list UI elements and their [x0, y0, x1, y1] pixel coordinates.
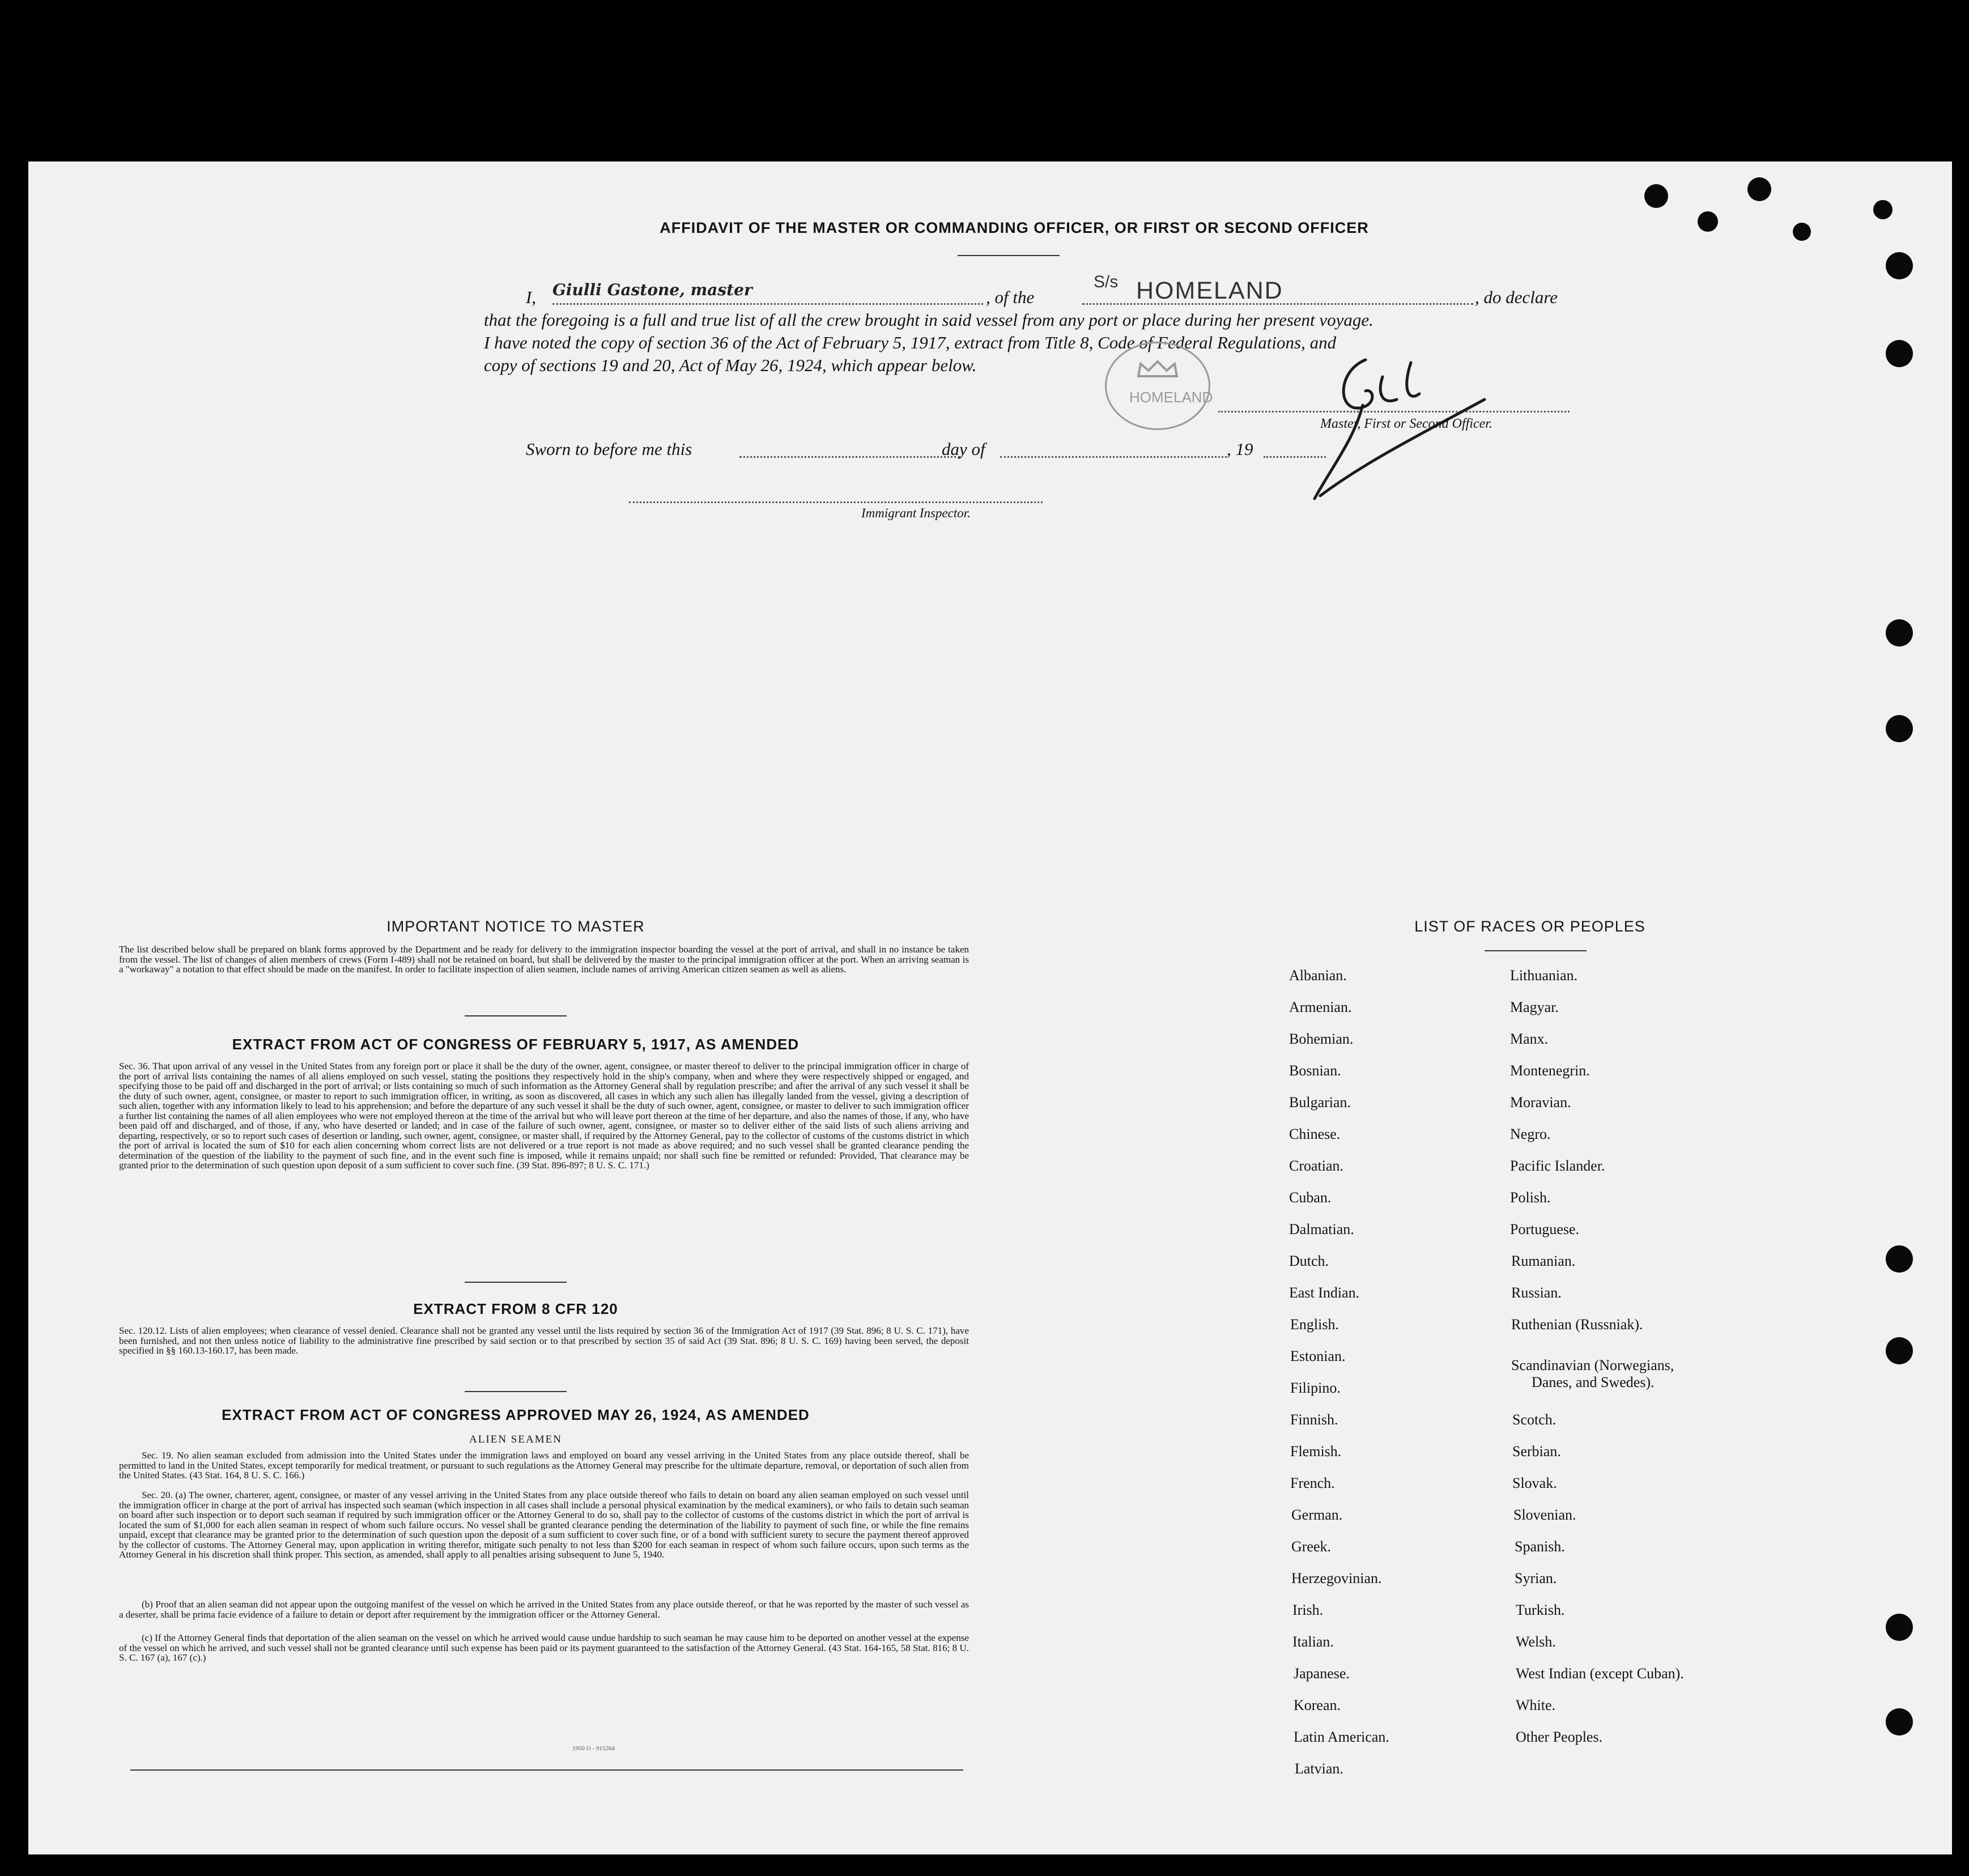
punch-hole [1644, 184, 1668, 208]
name-line [552, 303, 983, 305]
race-item: East Indian. [1289, 1284, 1360, 1301]
do-declare-label: , do declare [1475, 287, 1558, 307]
race-item: Slovenian. [1513, 1507, 1576, 1523]
crown-stamp-icon [1135, 359, 1180, 380]
extract-1924-title: EXTRACT FROM ACT OF CONGRESS APPROVED MAY 26, 1924, AS AMENDED [222, 1406, 810, 1423]
race-item: Other Peoples. [1516, 1729, 1603, 1745]
affidavit-line-3: I have noted the copy of section 36 of the Act of February 5, 1917, extract from Title 8, Code of Federal Regulations, and [484, 333, 1337, 352]
race-item: Herzegovinian. [1291, 1570, 1382, 1586]
race-item: Scandinavian (Norwegians, [1511, 1357, 1674, 1373]
stamp-vessel-name: HOMELAND [1129, 389, 1213, 406]
race-item: Rumanian. [1511, 1253, 1576, 1269]
race-item: Portuguese. [1510, 1221, 1580, 1237]
race-item: Serbian. [1512, 1443, 1561, 1460]
punch-hole [1698, 211, 1718, 232]
race-item: French. [1290, 1475, 1335, 1491]
affidavit-line-2: that the foregoing is a full and true list of all the crew brought in said vessel from any port or place during her present voyage. [484, 310, 1373, 330]
of-the-label: , of the [986, 287, 1035, 307]
punch-hole [1793, 223, 1811, 241]
punch-hole [1886, 252, 1913, 279]
race-item: Pacific Islander. [1510, 1158, 1605, 1174]
race-item: Croatian. [1289, 1158, 1344, 1174]
sworn-day-line [739, 456, 960, 458]
vessel-line [1082, 303, 1473, 305]
race-item: Magyar. [1510, 999, 1559, 1015]
race-item: Bosnian. [1289, 1062, 1341, 1079]
extract-1917-divider [465, 1282, 567, 1283]
punch-hole [1886, 1337, 1913, 1364]
race-item: White. [1516, 1697, 1556, 1713]
alien-seamen-subtitle: ALIEN SEAMEN [469, 1433, 562, 1445]
extract-1924-section-19: Sec. 19. No alien seaman excluded from admission into the United States under the immigration laws and employed on board any vessel arriving in the United States from any place outside thereof, shall be permitted to land in the United States, except temporarily for medical treatment, or pursuant to such regulations as the Attorney General may prescribe for the ultimate departure, removal, or deportation of such alien from the United States. (43 Stat. 164, 8 U. S. C. 166.) [119, 1450, 969, 1481]
extract-1924-section-20c: (c) If the Attorney General finds that deportation of the alien seaman on the vessel on which he arrived would cause undue hardship to such seaman he may cause him to be deported on another vessel at the expense of the vessel on which he arrived, and such vessel shall not be granted clearance until such expense has been paid or its payment guaranteed to the satisfaction of the Attorney General. (43 Stat. 164-165, 58 Stat. 816; 8 U. S. C. 167 (a), 167 (c).) [119, 1632, 969, 1663]
race-item: Irish. [1292, 1602, 1324, 1618]
race-item: Albanian. [1289, 967, 1347, 984]
race-item: Welsh. [1516, 1633, 1556, 1650]
race-item: Ruthenian (Russniak). [1511, 1316, 1643, 1333]
race-item: Polish. [1510, 1189, 1551, 1206]
extract-1924-section-20b: (b) Proof that an alien seaman did not appear upon the outgoing manifest of the vessel on which he arrived in the United States from any place outside thereof, or that he was reported by the master of such vessel as a deserter, shall be prima facie evidence of a failure to detain or deport after requirement by the immigration officer or the Attorney General. [119, 1599, 969, 1620]
bottom-rule [130, 1769, 963, 1771]
vessel-name: HOMELAND [1136, 277, 1283, 304]
race-item: Latin American. [1294, 1729, 1389, 1745]
race-item: Russian. [1511, 1284, 1562, 1301]
year-label: , 19 [1227, 439, 1253, 459]
extract-1917-body: Sec. 36. That upon arrival of any vessel in the United States from any foreign port or place it shall be the duty of the owner, agent, consignee, or master thereof to deliver to the principal immigration officer in charge of the port of arrival lists containing the names of all aliens employed on such vessel, stating the positions they respectively hold in the ship's company, when and where they were respectively shipped or engaged, and specifying those to be paid off and discharged in the port of arrival; or lists containing so much of such information as the Attorney General shall by regulation prescribe; and after the arrival of any such vessel it shall be the duty of such owner, agent, consignee, or master to report to such immigration officer, in writing, as soon as discovered, all cases in which any such alien has illegally landed from the vessel, giving a description of such alien, together with any information likely to lead to his apprehension; and before the departure of any such vessel it shall be the duty of such owner, agent, consignee, or master to deliver to such immigration officer a further list containing the names of all alien employees who were not employed thereon at the time of the arrival but who will leave port thereon at the time of her departure, and also the names of those, if any, who have been paid off and discharged, and of those, if any, who have deserted or landed; and in case of the failure of such owner, agent, consignee, or master so to deliver either of the said lists of such aliens arriving and departing, respectively, or so to report such cases of desertion or landing, such owner, agent, consignee, or master shall, if required by the Attorney General, pay to the collector of customs of the customs district in which the port of arrival is located the sum of $10 for each alien concerning whom correct lists are not delivered or a true report is not made as above required; and no such vessel shall be granted clearance pending the determination of the question of the liability to the payment of such fine, and in the event such fine is imposed, while it remains unpaid; nor shall such fine be remitted or refunded: Provided, That clearance may be granted prior to the determination of such question upon deposit of a sum sufficient to cover such fine. (39 Stat. 896-897; 8 U. S. C. 171.) [119, 1061, 969, 1171]
sworn-month-line [1000, 456, 1227, 458]
race-item: Negro. [1510, 1126, 1551, 1142]
race-item: Greek. [1291, 1538, 1332, 1555]
race-item: Italian. [1292, 1633, 1334, 1650]
punch-hole [1886, 1708, 1913, 1735]
race-item: Lithuanian. [1510, 967, 1578, 984]
race-item: Flemish. [1290, 1443, 1342, 1460]
punch-hole [1747, 177, 1771, 201]
race-item: Scotch. [1512, 1411, 1557, 1428]
official-ship-stamp [1105, 342, 1213, 430]
race-item: Filipino. [1290, 1380, 1341, 1396]
extract-cfr-divider [465, 1391, 567, 1392]
race-item: Spanish. [1515, 1538, 1565, 1555]
form-sheet [28, 161, 1952, 1854]
race-item: Korean. [1294, 1697, 1341, 1713]
sworn-year-line [1264, 456, 1326, 458]
handwritten-master-name: Giulli Gastone, master [552, 280, 752, 299]
race-item: English. [1290, 1316, 1339, 1333]
inspector-line [629, 501, 1043, 503]
race-item: Dalmatian. [1289, 1221, 1354, 1237]
race-item: Moravian. [1510, 1094, 1571, 1111]
sworn-label: Sworn to before me this [526, 439, 692, 459]
notice-title: IMPORTANT NOTICE TO MASTER [386, 918, 645, 935]
punch-hole [1886, 1614, 1913, 1641]
notice-divider [465, 1015, 567, 1016]
affidavit-line-4: copy of sections 19 and 20, Act of May 26, 1924, which appear below. [484, 355, 977, 375]
extract-1924-section-20a: Sec. 20. (a) The owner, charterer, agent, consignee, or master of any vessel arriving in the United States from any place outside thereof who fails to detain on board any alien seaman employed on such vessel until the immigration officer in charge at the port of arrival has inspected such seaman (which inspection in all cases shall include a personal physical examination by the medical examiners), or who fails to detain such seaman on board after such inspection or to deport such seaman if required by such immigration officer or the Attorney General to do so, shall pay to the collector of customs of the customs district in which the port of arrival is located the sum of $1,000 for each alien seaman in respect of whom such failure occurs. No vessel shall be granted clearance pending the determination of the liability to payment of such fine, or while the fine remains unpaid, except that clearance may be granted prior to the determination of such question upon the deposit of a sum sufficient to cover such fine, or of a bond with sufficient surety to secure the payment thereof approved by the collector of customs. The Attorney General may, upon application in writing therefor, mitigate such penalty to not less than $200 for each seaman in respect of whom such failure occurs, upon such terms as the Attorney General in his discretion shall think proper. This section, as amended, shall apply to all penalties arising subsequent to June 5, 1940. [119, 1490, 969, 1560]
races-divider [1485, 950, 1587, 951]
races-title: LIST OF RACES OR PEOPLES [1414, 918, 1645, 935]
extract-cfr-title: EXTRACT FROM 8 CFR 120 [413, 1300, 618, 1317]
i-label: I, [526, 287, 537, 307]
race-item: Montenegrin. [1510, 1062, 1590, 1079]
race-item: Cuban. [1289, 1189, 1332, 1206]
punch-hole [1873, 200, 1893, 219]
race-item: Latvian. [1295, 1760, 1343, 1777]
punch-hole [1886, 715, 1913, 742]
race-item: Bohemian. [1289, 1031, 1354, 1047]
print-code: 1950 O - 915264 [572, 1745, 615, 1752]
race-item: Chinese. [1289, 1126, 1341, 1142]
day-of-label: day of [942, 439, 985, 459]
extract-cfr-body: Sec. 120.12. Lists of alien employees; when clearance of vessel denied. Clearance shall not be granted any vessel until the lists required by section 36 of the Immigration Act of 1917 (39 Stat. 896; 8 U. S. C. 171), have been furnished, and not then unless notice of liability to the administrative fine prescribed by said section or to that prescribed by section 35 of said Act (39 Stat. 896; 8 U. S. C. 169) having been served, the deposit specified in §§ 160.13-160.17, has been made. [119, 1325, 969, 1356]
race-item: Armenian. [1289, 999, 1352, 1015]
race-item: Finnish. [1290, 1411, 1338, 1428]
punch-hole [1886, 619, 1913, 646]
race-item: West Indian (except Cuban). [1516, 1665, 1684, 1682]
race-item: Turkish. [1516, 1602, 1565, 1618]
race-item: Syrian. [1515, 1570, 1557, 1586]
race-item: Danes, and Swedes). [1532, 1374, 1655, 1390]
punch-hole [1886, 340, 1913, 367]
notice-body: The list described below shall be prepared on blank forms approved by the Department and be ready for delivery to the immigration inspector boarding the vessel at the port of arrival, and shall in no instance be taken from the vessel. The list of changes of alien members of crews (Form I-489) shall not be retained on board, but shall be delivered by the master to the principal immigration officer at the port. When an arriving seaman is a "workaway" a notation to that effect should be made on the manifest. In order to facilitate inspection of alien seamen, include names of arriving American citizen seamen as well as aliens. [119, 944, 969, 975]
race-item: Japanese. [1294, 1665, 1350, 1682]
race-item: Bulgarian. [1289, 1094, 1351, 1111]
race-item: Manx. [1510, 1031, 1549, 1047]
inspector-caption: Immigrant Inspector. [861, 506, 971, 520]
race-item: Slovak. [1512, 1475, 1557, 1491]
punch-hole [1886, 1245, 1913, 1273]
affidavit-title: AFFIDAVIT OF THE MASTER OR COMMANDING OFFICER, OR FIRST OR SECOND OFFICER [660, 219, 1369, 236]
signature-caption: Master, First or Second Officer. [1320, 416, 1492, 431]
race-item: Dutch. [1289, 1253, 1329, 1269]
race-item: Estonian. [1290, 1348, 1346, 1364]
title-divider [958, 255, 1060, 256]
vessel-prefix: S/s [1094, 273, 1119, 291]
extract-1917-title: EXTRACT FROM ACT OF CONGRESS OF FEBRUARY 5, 1917, AS AMENDED [232, 1036, 799, 1053]
race-item: German. [1291, 1507, 1343, 1523]
